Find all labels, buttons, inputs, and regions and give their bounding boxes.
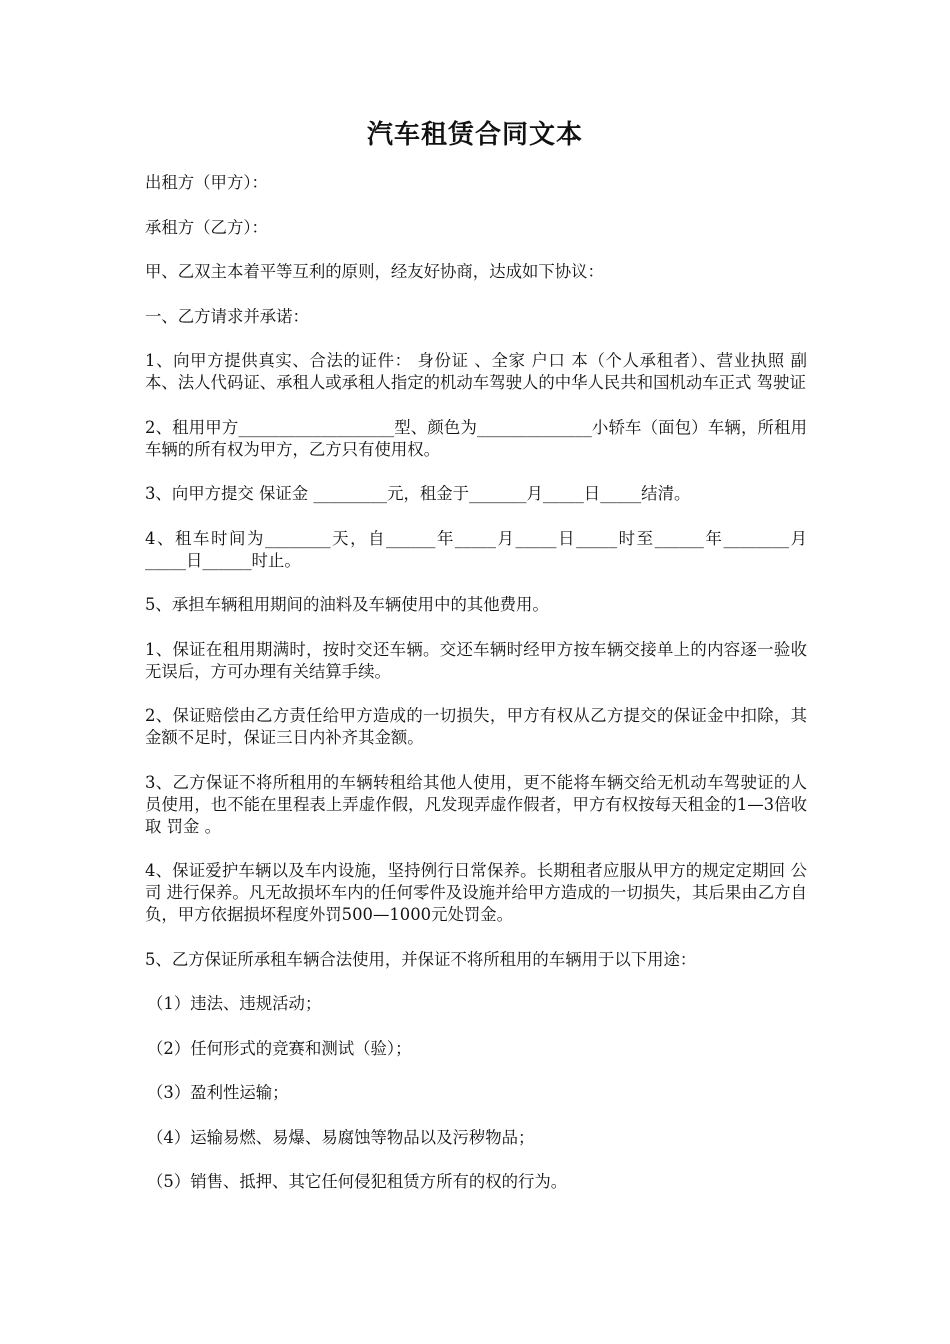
clause-2-vehicle: 2、租用甲方___________________型、颜色为______________小轿车（面包）车辆，所租用车辆的所有权为甲方，乙方只有使用权。 [145,417,807,459]
guarantee-4-maintenance: 4、保证爱护车辆以及车内设施，坚持例行日常保养。长期租者应服从甲方的规定定期回 公司 进行保养。凡无故损坏车内的任何零件及设施并给甲方造成的一切损失，其后果由乙方自负，甲方依据损坏程度外罚500—1000元处罚金。 [145,861,807,924]
prohibited-use-1: （1）违法、违规活动； [147,994,322,1013]
document-body [145,172,807,1216]
clause-3-deposit: 3、向甲方提交 保证金 _________元，租金于_______月_____日_____结清。 [145,484,691,503]
guarantee-2-compensation: 2、保证赔偿由乙方责任给甲方造成的一切损失，甲方有权从乙方提交的保证金中扣除，其金额不足时，保证三日内补齐其金额。 [145,706,807,747]
prohibited-use-3: （3）盈利性运输； [147,1083,289,1102]
guarantee-1-return: 1、保证在租用期满时，按时交还车辆。交还车辆时经甲方按车辆交接单上的内容逐一验收无误后，方可办理有关结算手续。 [145,639,807,681]
party-a-line: 出租方（甲方）： [145,173,268,192]
preamble: 甲、乙双主本着平等互利的原则，经友好协商，达成如下协议： [145,262,604,281]
guarantee-3-sublease: 3、乙方保证不将所租用的车辆转租给其他人使用，更不能将车辆交给无机动车驾驶证的人员使用，也不能在里程表上弄虚作假，凡发现弄虚作假者，甲方有权按每天租金的1—3倍收取 罚金 。 [145,772,807,836]
clause-5-fuel-costs: 5、承担车辆租用期间的油料及车辆使用中的其他费用。 [145,595,549,614]
party-b-line: 承租方（乙方）： [145,217,268,237]
guarantee-5-lawful-use: 5、乙方保证所承租车辆合法使用，并保证不将所租用的车辆用于以下用途： [145,949,697,969]
prohibited-use-2: （2）任何形式的竞赛和测试（验）； [147,1038,412,1058]
clause-1-documents: 1、向甲方提供真实、合法的证件： 身份证 、全家 户口 本（个人承租者）、营业执照 副本、法人代码证、承租人或承租人指定的机动车驾驶人的中华人民共和国机动车正式 驾驶证 [145,351,807,392]
prohibited-use-5: （5）销售、抵押、其它任何侵犯租赁方所有的权的行为。 [147,1172,568,1191]
prohibited-use-4: （4）运输易燃、易爆、易腐蚀等物品以及污秽物品； [147,1127,535,1147]
document-title: 汽车租赁合同文本 [366,120,583,150]
section-heading: 一、乙方请求并承诺： [145,306,309,326]
clause-4-rental-period: 4、租车时间为________天，自______年_____月_____日_____时至______年________月_____日______时止。 [145,528,807,570]
